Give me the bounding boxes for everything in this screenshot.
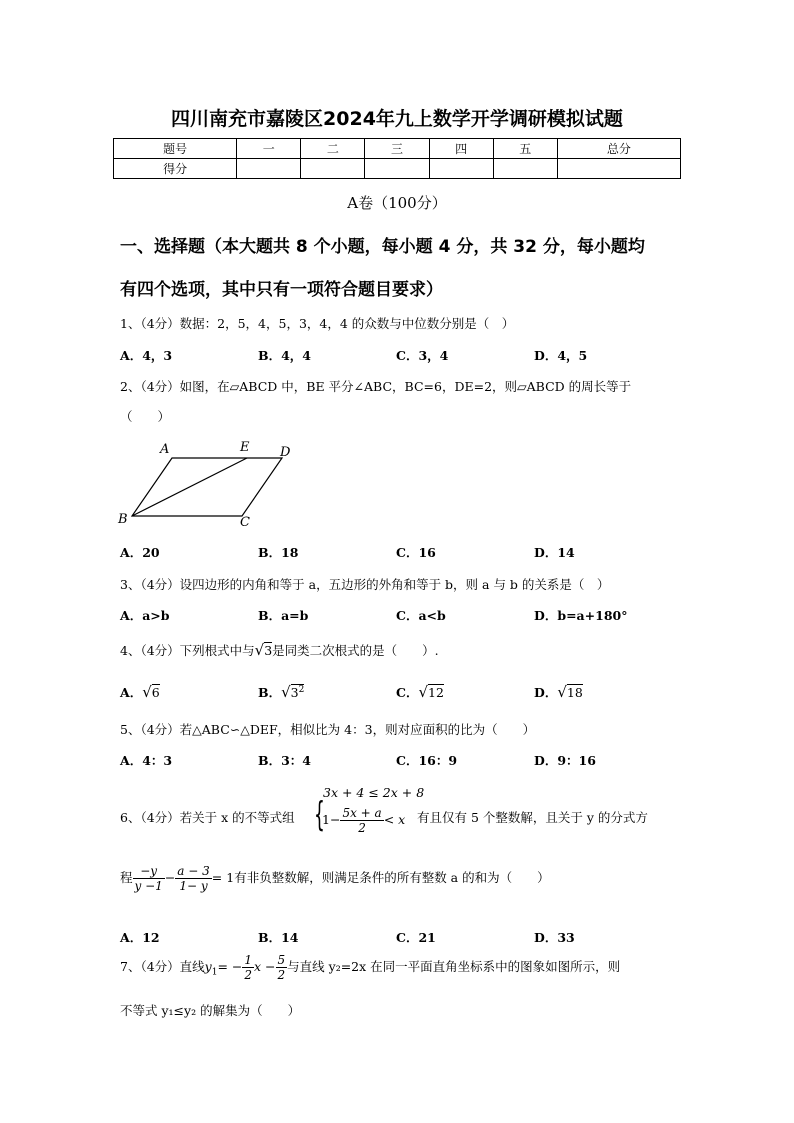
q5-option-a[interactable]: A．4：3 [120,753,173,768]
score-cell[interactable] [557,159,680,179]
radical-sign: √ [418,683,429,701]
q2-option-a[interactable]: A．20 [120,545,160,560]
score-cell[interactable] [493,159,557,179]
score-cell[interactable] [237,159,301,179]
score-table-header: 二 [301,139,365,159]
score-table-header: 五 [493,139,557,159]
q5-option-b[interactable]: B．3：4 [258,753,311,768]
q4-option-a-radicand: 6 [151,685,160,700]
q6-option-c[interactable]: C．21 [396,930,436,945]
q6-inequality-1: 3x + 4 ≤ 2x + 8 [323,785,425,800]
section-1-heading-line2: 有四个选项，其中只有一项符合题目要求） [120,280,443,300]
page-title: 四川南充市嘉陵区2024年九上数学开学调研模拟试题 [171,108,623,130]
score-table-header: 总分 [557,139,680,159]
q4-stem-pre: 4、（4分）下列根式中与 [120,643,255,658]
q1-option-b[interactable]: B．4，4 [258,348,311,363]
score-cell[interactable] [365,159,429,179]
score-table-header: 一 [237,139,301,159]
q6-option-d[interactable]: D．33 [534,930,575,945]
parallelogram-figure [112,436,312,532]
q3-option-a[interactable]: A．a>b [120,608,170,623]
q4-option-d[interactable]: D．√18 [534,683,583,701]
score-table-header-row [114,139,681,159]
q4-option-b-radicand: $3^2$ [290,684,305,700]
q2-option-c[interactable]: C．16 [396,545,436,560]
q3-option-d[interactable]: D．b=a+180° [534,608,628,623]
score-table-header: 三 [365,139,429,159]
score-row-label: 得分 [114,159,237,179]
q4-option-b-exponent: 2 [298,684,305,695]
question-7-stem: 7、（4分）直线$y_1=$ − $\frac{1}{2}$ x − $\frac{5}{2}$ 与直线 y₂=2x 在同一平面直角坐标系中的图象如图所示，则 [120,953,621,982]
q5-option-c[interactable]: C．16：9 [396,753,458,768]
score-cell[interactable] [301,159,365,179]
vertex-label-d: D [280,445,291,460]
question-3-stem: 3、（4分）设四边形的内角和等于 a，五边形的外角和等于 b，则 a 与 b 的关系是（ ） [120,577,610,592]
q4-option-c[interactable]: C．√12 [396,683,444,701]
score-table-header: 题号 [114,139,237,159]
score-table [113,138,681,179]
q6-option-a[interactable]: A．12 [120,930,160,945]
vertex-label-e: E [240,440,250,455]
q1-option-d[interactable]: D．4，5 [534,348,588,363]
vertex-label-b: B [118,512,128,527]
q4-stem-radicand: 3 [264,643,273,658]
vertex-label-a: A [160,442,170,457]
question-2-stem: 2、（4分）如图，在▱ABCD 中，BE 平分∠ABC，BC=6，DE=2，则▱ABCD 的周长等于 [120,379,632,394]
question-7-line2: 不等式 y₁≤y₂ 的解集为（ ） [120,1003,301,1018]
q1-option-c[interactable]: C．3，4 [396,348,449,363]
q7-fraction-2: $\frac{5}{2}$ [277,953,286,982]
q7-fraction-1: $\frac{1}{2}$ [244,953,253,982]
q4-option-c-radicand: 12 [428,685,444,700]
q4-option-d-radicand: 18 [566,685,583,700]
q4-stem-post: 是同类二次根式的是（ ）. [272,643,439,658]
q6-option-b[interactable]: B．14 [258,930,299,945]
segment-be [132,458,247,516]
question-6-line2: 程 $\frac{-y}{y -1}$ − $\frac{a - 3}{1- y}$ = 1有非负整数解，则满足条件的所有整数 a 的和为（ ） [120,864,550,893]
paper-a-heading: A卷（100分） [347,194,447,212]
score-table-row [114,159,681,179]
q2-option-b[interactable]: B．18 [258,545,299,560]
q5-option-d[interactable]: D．9：16 [534,753,596,768]
question-4-stem [120,641,439,659]
question-6-stem-pre: 6、（4分）若关于 x 的不等式组 [120,810,295,825]
section-1-heading-line1: 一、选择题（本大题共 8 个小题，每小题 4 分，共 32 分，每小题均 [120,237,645,257]
question-6-stem-post: 有且仅有 5 个整数解，且关于 y 的分式方 [417,810,648,825]
question-2-stem-paren: （ ） [120,409,171,424]
q2-option-d[interactable]: D．14 [534,545,575,560]
radical-sign: √ [142,683,152,701]
q4-option-b[interactable]: B．$√3^2$ [258,683,305,701]
score-cell[interactable] [429,159,493,179]
q6-fraction: $\frac{5x + a}{2}$ [342,806,382,835]
radical-sign: √ [281,683,291,701]
q6-inequality-2: 1− $\frac{5x + a}{2}$ < x [322,806,406,835]
score-table-header: 四 [429,139,493,159]
q3-option-b[interactable]: B．a=b [258,608,309,623]
q3-option-c[interactable]: C．a<b [396,608,446,623]
brace-icon: { [314,795,325,835]
q4-option-a[interactable]: A．√6 [120,683,160,701]
q1-option-a[interactable]: A．4，3 [120,348,173,363]
radical-sign: √ [254,641,265,659]
question-1-stem: 1、（4分）数据：2，5，4，5，3，4，4 的众数与中位数分别是（ ） [120,316,515,331]
q6-equation-fraction-1: $\frac{-y}{y -1}$ [134,864,163,893]
parallelogram-abcd [132,458,282,516]
radical-sign: √ [557,683,567,701]
question-5-stem: 5、（4分）若△ABC∽△DEF，相似比为 4：3，则对应面积的比为（ ） [120,722,536,737]
vertex-label-c: C [240,515,250,530]
q6-equation-fraction-2: $\frac{a - 3}{1- y}$ [177,864,210,893]
